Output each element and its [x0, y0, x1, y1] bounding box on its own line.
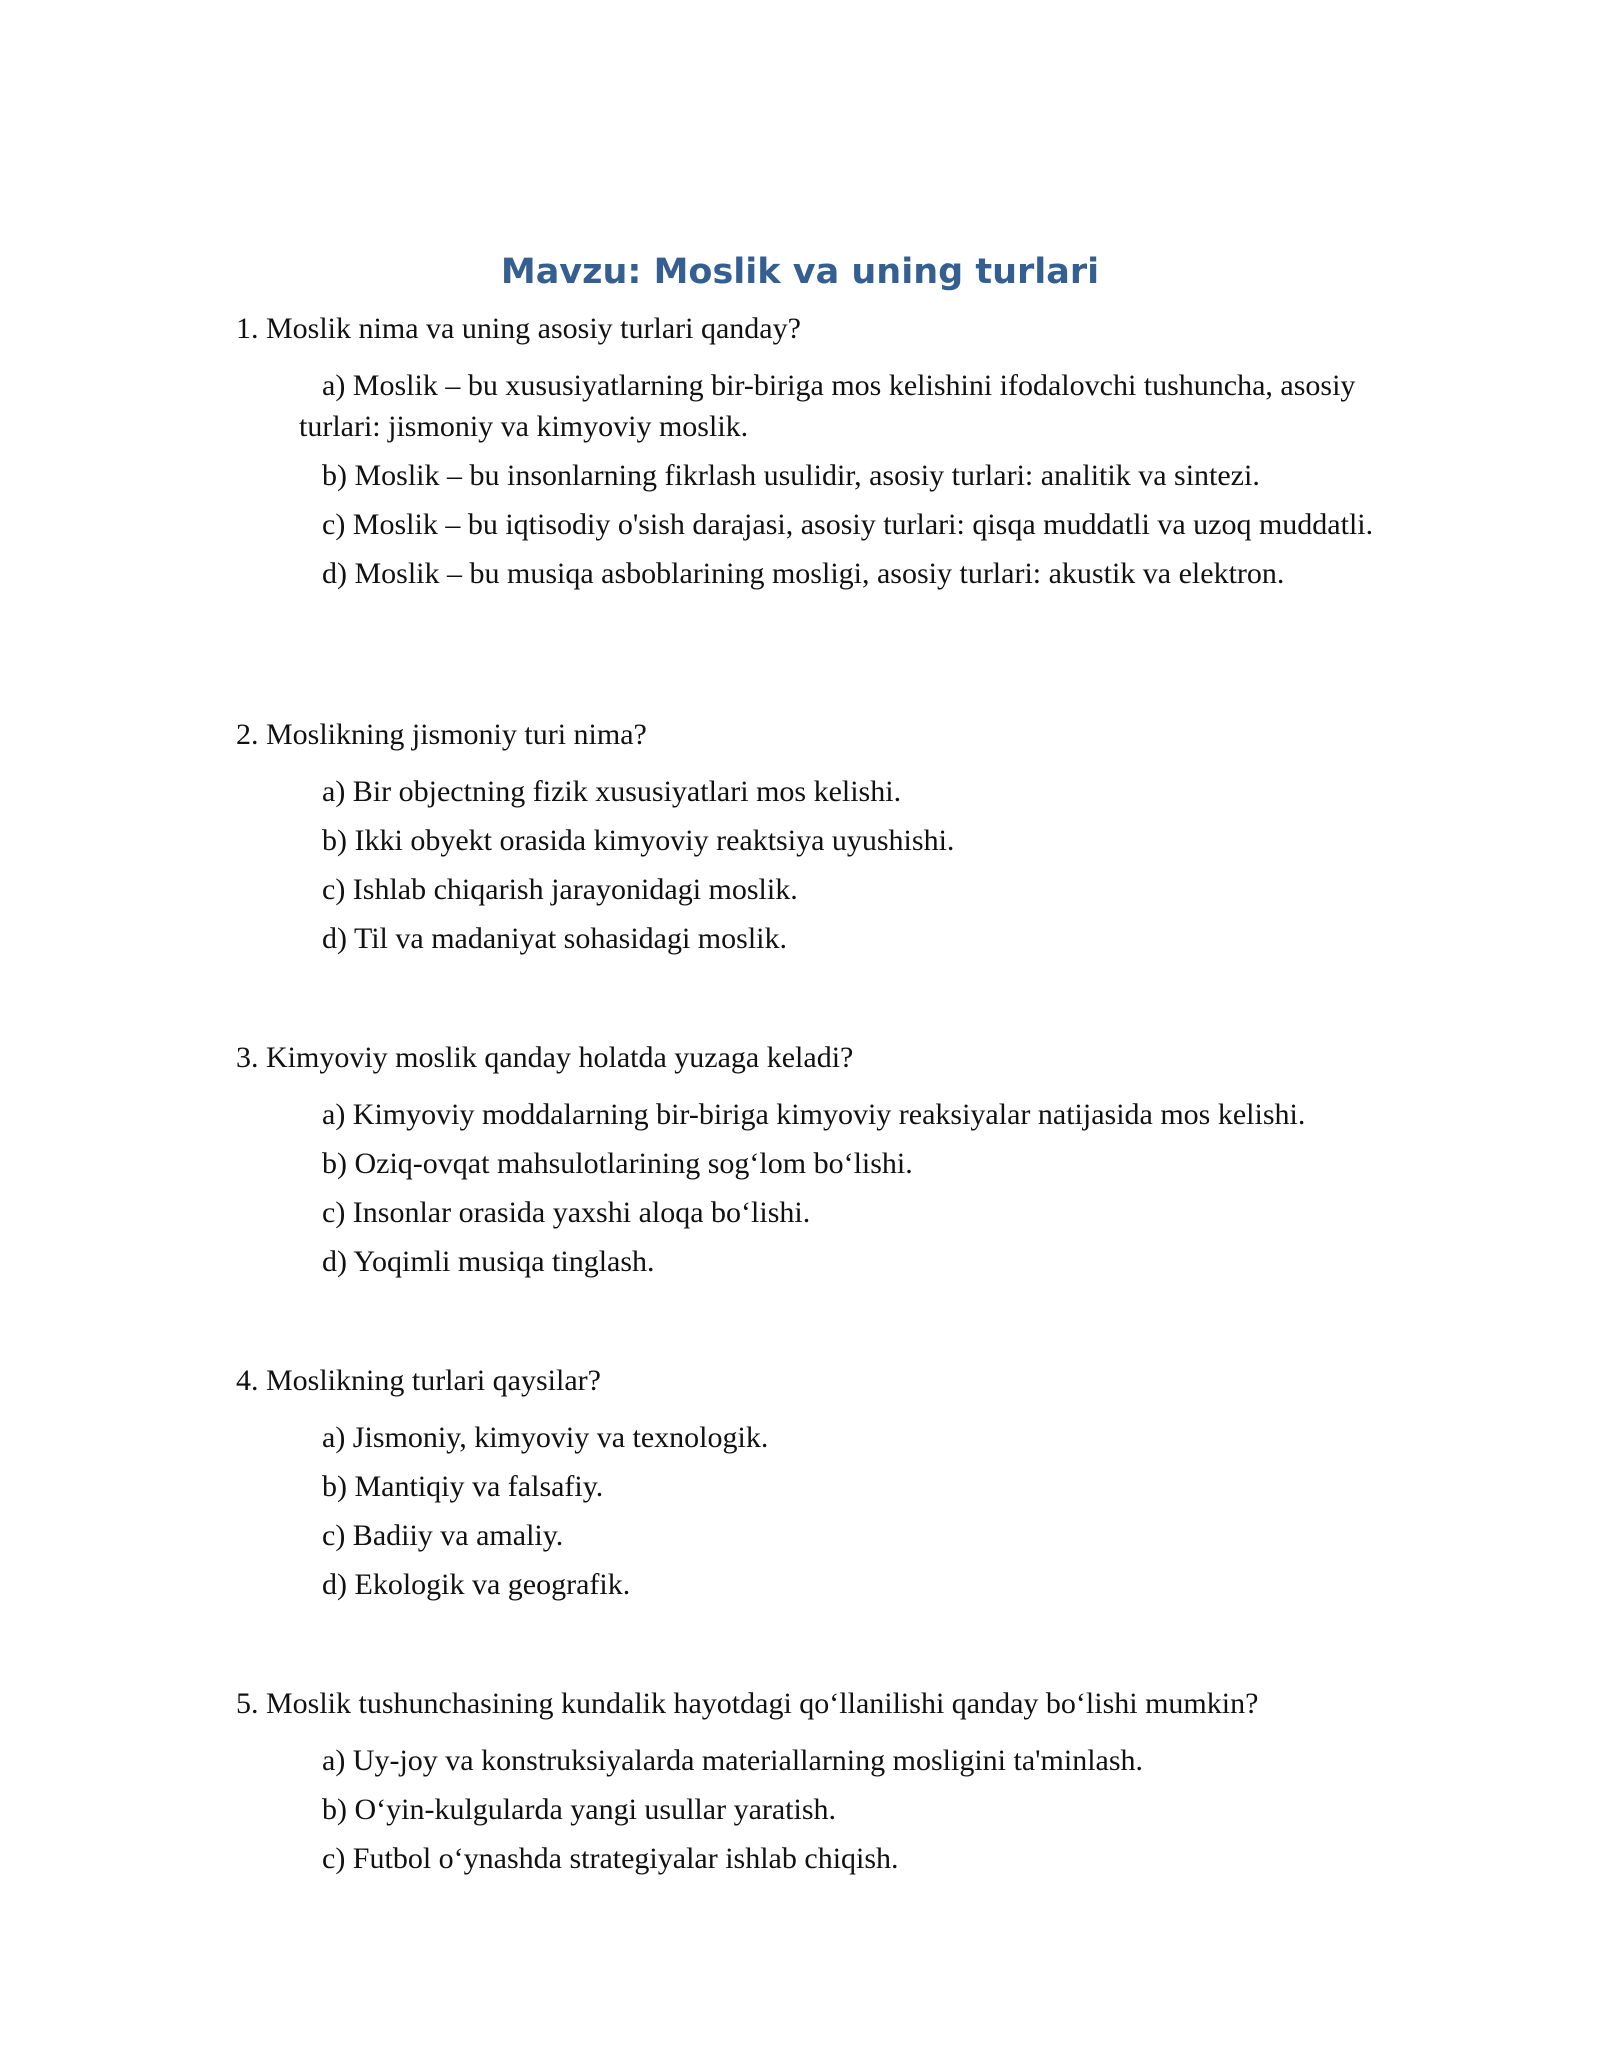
question-text: 2. Moslikning jismoniy turi nima? [236, 718, 647, 751]
question-1 [236, 308, 1376, 602]
answer-options [236, 771, 1376, 959]
answer-option-a: a) Bir objectning fizik xususiyatlari mos kelishi. [322, 775, 902, 808]
answer-option-a: a) Moslik – bu xususiyatlarning bir-biriga mos kelishini ifodalovchi tushuncha, asosiy turlari: jismoniy va kimyoviy moslik. [299, 369, 1356, 443]
document-title: Mavzu: Moslik va uning turlari [500, 252, 1100, 292]
question-5 [236, 1683, 1376, 1887]
answer-option-a: a) Uy-joy va konstruksiyalarda materiallarning mosligini ta'minlash. [322, 1744, 1144, 1777]
answer-options [236, 1740, 1376, 1879]
answer-option-c: c) Futbol o‘ynashda strategiyalar ishlab chiqish. [322, 1842, 899, 1875]
answer-options [236, 1094, 1376, 1282]
answer-option-c: c) Ishlab chiqarish jarayonidagi moslik. [322, 873, 798, 906]
answer-option-d: d) Yoqimli musiqa tinglash. [322, 1245, 655, 1278]
question-text: 1. Moslik nima va uning asosiy turlari qanday? [236, 312, 801, 345]
answer-option-b: b) O‘yin-kulgularda yangi usullar yaratish. [322, 1793, 837, 1826]
answer-option-c: c) Badiiy va amaliy. [322, 1519, 564, 1552]
answer-option-a: a) Jismoniy, kimyoviy va texnologik. [322, 1421, 769, 1454]
question-4 [236, 1360, 1376, 1613]
answer-option-d: d) Moslik – bu musiqa asboblarining mosligi, asosiy turlari: akustik va elektron. [322, 557, 1285, 590]
question-text: 5. Moslik tushunchasining kundalik hayotdagi qo‘llanilishi qanday bo‘lishi mumkin? [236, 1687, 1259, 1720]
question-text: 4. Moslikning turlari qaysilar? [236, 1364, 601, 1397]
answer-options [236, 1417, 1376, 1605]
answer-option-d: d) Til va madaniyat sohasidagi moslik. [322, 922, 787, 955]
answer-option-a: a) Kimyoviy moddalarning bir-biriga kimyoviy reaksiyalar natijasida mos kelishi. [322, 1098, 1306, 1131]
question-3 [236, 1037, 1376, 1290]
question-text: 3. Kimyoviy moslik qanday holatda yuzaga keladi? [236, 1041, 854, 1074]
answer-option-b: b) Oziq-ovqat mahsulotlarining sog‘lom bo‘lishi. [322, 1147, 913, 1180]
answer-options [236, 365, 1376, 594]
answer-option-b: b) Moslik – bu insonlarning fikrlash usulidir, asosiy turlari: analitik va sintezi. [322, 459, 1260, 492]
answer-option-c: c) Moslik – bu iqtisodiy o'sish darajasi, asosiy turlari: qisqa muddatli va uzoq muddatli. [322, 508, 1374, 541]
answer-option-b: b) Mantiqiy va falsafiy. [322, 1470, 604, 1503]
answer-option-c: c) Insonlar orasida yaxshi aloqa bo‘lishi. [322, 1196, 811, 1229]
answer-option-b: b) Ikki obyekt orasida kimyoviy reaktsiya uyushishi. [322, 824, 955, 857]
answer-option-d: d) Ekologik va geografik. [322, 1568, 631, 1601]
question-2 [236, 714, 1376, 967]
